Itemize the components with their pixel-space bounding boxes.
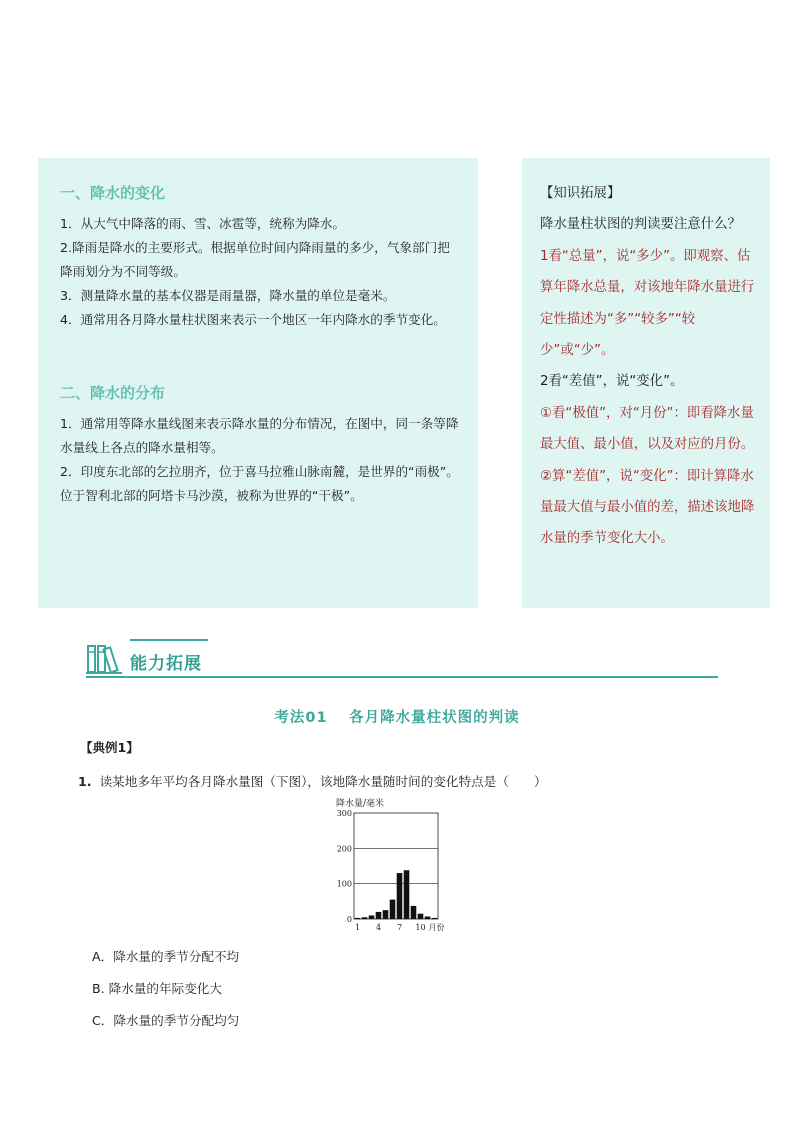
precipitation-chart-svg [330,796,460,938]
y-tick-label: 200 [336,844,352,854]
section1-item: 1．从大气中降落的雨、雪、冰雹等，统称为降水。 [60,216,346,231]
method-title: 考法01 各月降水量柱状图的判读 [274,710,520,726]
section1-title: 一、降水的变化 [60,184,166,202]
x-tick-label: 10 [415,923,426,932]
option-b[interactable]: B. 降水量的年际变化大 [92,981,222,996]
section2-item: 2．印度东北部的乞拉朋齐，位于喜马拉雅山脉南麓，是世界的“雨极”。位于智利北部的阿塔卡马沙漠，被称为世界的“干极”。 [60,464,459,503]
bar [376,912,382,919]
x-tick-label: 1 [354,923,361,932]
bar [369,915,375,919]
extension-content [540,178,762,555]
extension-label: 【知识拓展】 [540,186,621,201]
knowledge-extension-box [522,158,770,608]
section2-item: 1．通常用等降水量线图来表示降水量的分布情况，在图中，同一条等降水量线上各点的降水量相等。 [60,416,459,455]
x-tick-label: 7 [396,923,403,932]
extension-question: 降水量柱状图的判读要注意什么？ [540,217,741,233]
section-header [86,636,718,680]
section1-item: 3．测量降水量的基本仪器是雨量器，降水量的单位是毫米。 [60,288,396,303]
section1-item: 2.降雨是降水的主要形式。根据单位时间内降雨量的多少，气象部门把降雨划分为不同等级。 [60,240,450,279]
section1-list [60,212,460,332]
y-tick-label: 0 [346,915,352,924]
option-a[interactable]: A．降水量的季节分配不均 [92,949,240,964]
y-tick-label: 100 [336,879,352,889]
section-header-title: 能力拓展 [130,654,202,674]
question [78,771,547,790]
question-number: 1. [78,774,92,789]
extension-point1: 1看“总量”，说“多少”。即观察、估算年降水总量，对该地年降水量进行定性描述为“多”“较多”“较少”或“少”。 [540,248,755,359]
section1-item: 4．通常用各月降水量柱状图来表示一个地区一年内降水的季节变化。 [60,312,446,327]
x-axis-unit: 月份 [428,923,445,932]
y-tick-label: 300 [336,809,352,818]
bar [432,918,438,919]
x-tick-label: 4 [375,923,382,932]
bar [397,873,403,919]
example-label: 【典例1】 [80,740,139,755]
y-axis-label: 降水量/毫米 [336,799,385,809]
extension-point2a: ①看“极值”，对“月份”：即看降水量最大值、最小值，以及对应的月份。 [540,405,755,453]
bar [355,918,361,919]
bar [404,870,410,919]
plot-frame [354,813,438,919]
bar [411,906,417,919]
question-text: 读某地多年平均各月降水量图（下图），该地降水量随时间的变化特点是（ ） [99,774,547,789]
precipitation-chart [330,796,460,942]
bar [425,917,431,919]
section2-title: 二、降水的分布 [60,384,166,402]
knowledge-box [38,158,478,608]
bar [390,900,396,919]
header-bottom-line [86,676,718,678]
header-top-line [130,639,208,641]
extension-point2b: ②算“差值”，说“变化”：即计算降水量最大值与最小值的差，描述该地降水量的季节变化大小。 [540,468,755,547]
option-c[interactable]: C．降水量的季节分配均匀 [92,1013,240,1028]
extension-point2: 2看“差值”，说“变化”。 [540,374,684,390]
bar [383,910,389,919]
books-icon [86,642,126,674]
bar [418,914,424,919]
bar [362,917,368,919]
section2-list [60,412,460,508]
